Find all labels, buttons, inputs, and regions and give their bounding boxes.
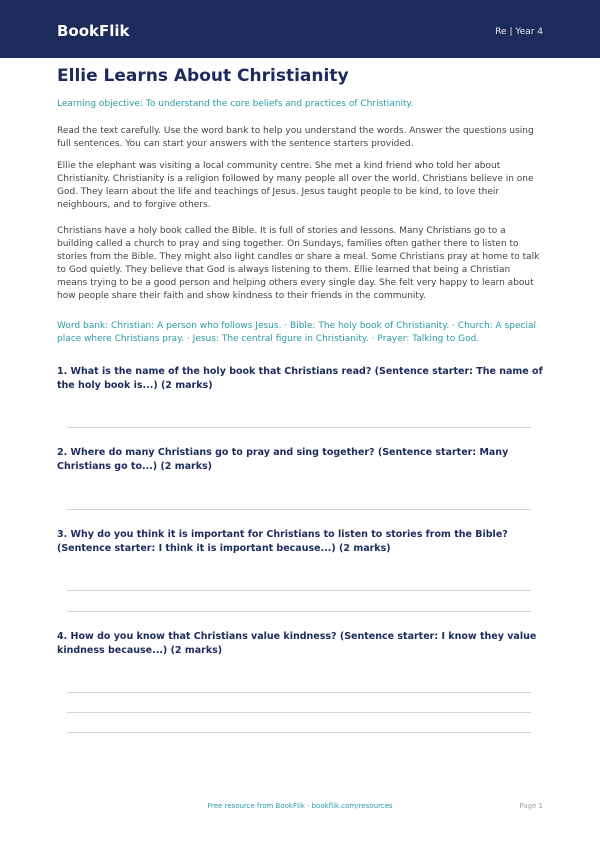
question-2: 2. Where do many Christians go to pray and sing together? (Sentence starter: Many Christians go to...) (2 marks) <box>57 447 509 472</box>
page-number: Page 1 <box>519 802 543 810</box>
answer-line[interactable] <box>67 732 531 733</box>
story-paragraph-1: Ellie the elephant was visiting a local community centre. She met a kind friend who told her about Christianity. Christianity is a religion followed by many people all over the world. Christians believe in one God. They learn about the life and teachings of Jesus. Jesus taught people to be kind, to love their neighbours, and to forgive others. <box>57 161 534 210</box>
answer-line[interactable] <box>67 509 531 510</box>
answer-line[interactable] <box>67 712 531 713</box>
question-3: 3. Why do you think it is important for Christians to listen to stories from the Bible? (Sentence starter: I think it is important because...) (2 marks) <box>57 529 508 554</box>
worksheet-title: Ellie Learns About Christianity <box>57 66 349 86</box>
answer-line[interactable] <box>67 427 531 428</box>
question-4: 4. How do you know that Christians value kindness? (Sentence starter: I know they value kindness because...) (2 marks) <box>57 631 537 656</box>
question-1: 1. What is the name of the holy book that Christians read? (Sentence starter: The name of the holy book is...) (2 marks) <box>57 366 543 391</box>
answer-line[interactable] <box>67 692 531 693</box>
brand-logo: BookFlik <box>57 22 130 40</box>
subject-year-label: Re | Year 4 <box>495 27 543 37</box>
page-header <box>0 0 600 58</box>
story-paragraph-2: Christians have a holy book called the Bible. It is full of stories and lessons. Many Christians go to a building called a church to pray and sing together. On Sundays, families often gather there to listen to stories from the Bible. They might also light candles or share a meal. Some Christians pray at home to talk to God quietly. They believe that God is always listening to them. Ellie learned that being a Christian means trying to be a good person and helping others every single day. She felt very happy to learn about how people share their faith and show kindness to their friends in the community. <box>57 226 540 301</box>
answer-line[interactable] <box>67 590 531 591</box>
learning-objective: Learning objective: To understand the core beliefs and practices of Christianity. <box>57 99 414 109</box>
answer-line[interactable] <box>67 611 531 612</box>
footer-resource-link[interactable]: Free resource from BookFlik · bookflik.com/resources <box>207 802 393 810</box>
word-bank: Word bank: Christian: A person who follows Jesus. · Bible: The holy book of Christianity. · Church: A special place where Christians pray. · Jesus: The central figure in Christianity. · Prayer: Talking to God. <box>57 321 536 344</box>
instructions-text: Read the text carefully. Use the word bank to help you understand the words. Answer the questions using full sentences. You can start your answers with the sentence starters provided. <box>57 126 534 149</box>
